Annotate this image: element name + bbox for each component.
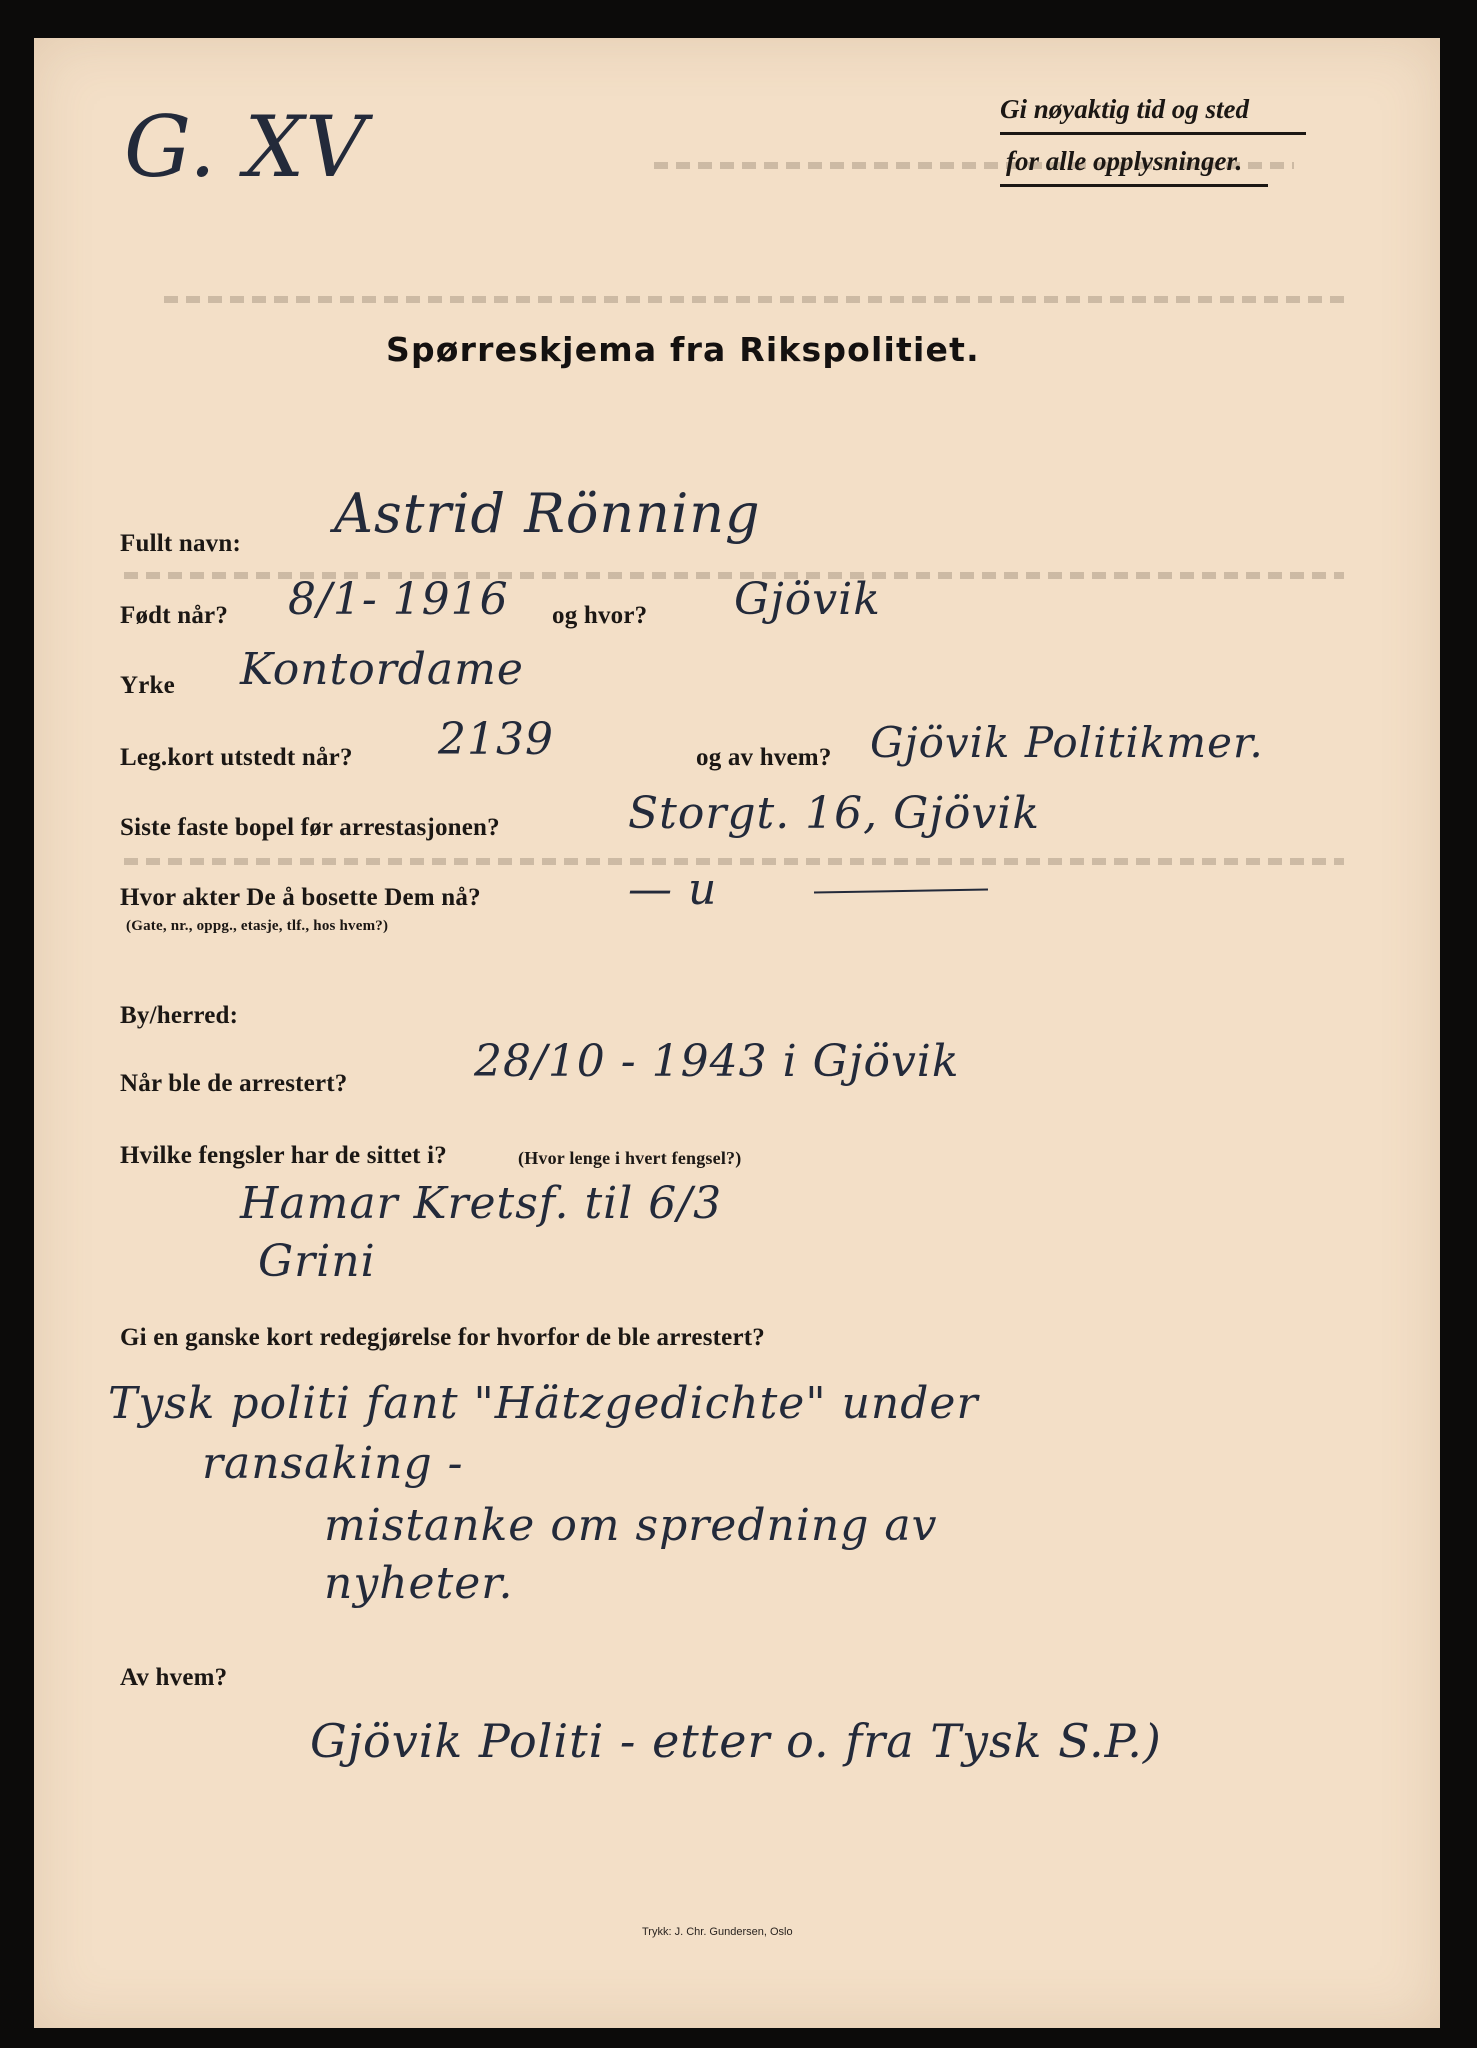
arrested-when-value: 28/10 - 1943 i Gjövik [474, 1036, 960, 1087]
form-sheet [34, 38, 1440, 2028]
born-when-label: Født når? [120, 602, 229, 629]
id-card-when-value: 2139 [438, 714, 554, 765]
reason-line-3: mistanke om spredning av [324, 1500, 938, 1551]
town-label: By/herred: [120, 1002, 239, 1029]
reason-label: Gi en ganske kort redegjørelse for hvorfor de ble arrestert? [120, 1324, 765, 1351]
form-title: Spørreskjema fra Rikspolitiet. [386, 330, 980, 369]
bleed-through-mark [164, 296, 1344, 303]
reason-line-2: ransaking - [202, 1438, 464, 1489]
archive-mark: G. XV [124, 98, 367, 196]
id-card-by-label: og av hvem? [696, 744, 832, 771]
id-card-by-value: Gjövik Politikmer. [870, 718, 1264, 767]
id-card-when-label: Leg.kort utstedt når? [120, 744, 353, 771]
born-when-value: 8/1- 1916 [288, 574, 509, 625]
occupation-value: Kontordame [240, 644, 524, 695]
notice-underline-1 [1000, 132, 1306, 135]
printer-imprint: Trykk: J. Chr. Gundersen, Oslo [642, 1926, 793, 1938]
full-name-value: Astrid Rönning [334, 482, 761, 545]
prisons-line-1: Hamar Kretsf. til 6/3 [240, 1178, 723, 1229]
reason-line-4: nyheter. [324, 1558, 514, 1609]
last-address-value: Storgt. 16, Gjövik [628, 788, 1041, 839]
full-name-label: Fullt navn: [120, 530, 241, 557]
reason-line-1: Tysk politi fant "Hätzgedichte" under [108, 1378, 979, 1429]
born-where-label: og hvor? [552, 602, 648, 629]
notice-line-2: for alle opplysninger. [1006, 146, 1243, 176]
settle-where-label: Hvor akter De å bosette Dem nå? [120, 884, 481, 911]
settle-where-dash [814, 888, 988, 893]
born-where-value: Gjövik [734, 574, 881, 625]
bleed-through-mark [124, 858, 1344, 865]
prisons-sublabel: (Hvor lenge i hvert fengsel?) [518, 1148, 742, 1168]
last-address-label: Siste faste bopel før arrestasjonen? [120, 814, 500, 841]
arrested-when-label: Når ble de arrestert? [120, 1070, 348, 1097]
notice-line-1: Gi nøyaktig tid og sted [1000, 94, 1249, 124]
notice-underline-2 [1000, 184, 1268, 187]
settle-where-value: — u [628, 864, 718, 915]
by-whom-label: Av hvem? [120, 1664, 228, 1691]
prisons-label: Hvilke fengsler har de sittet i? [120, 1142, 447, 1169]
occupation-label: Yrke [120, 672, 175, 699]
settle-where-sublabel: (Gate, nr., oppg., etasje, tlf., hos hvem?) [126, 918, 389, 934]
prisons-line-2: Grini [258, 1236, 376, 1287]
by-whom-value: Gjövik Politi - etter o. fra Tysk S.P.) [310, 1714, 1162, 1768]
